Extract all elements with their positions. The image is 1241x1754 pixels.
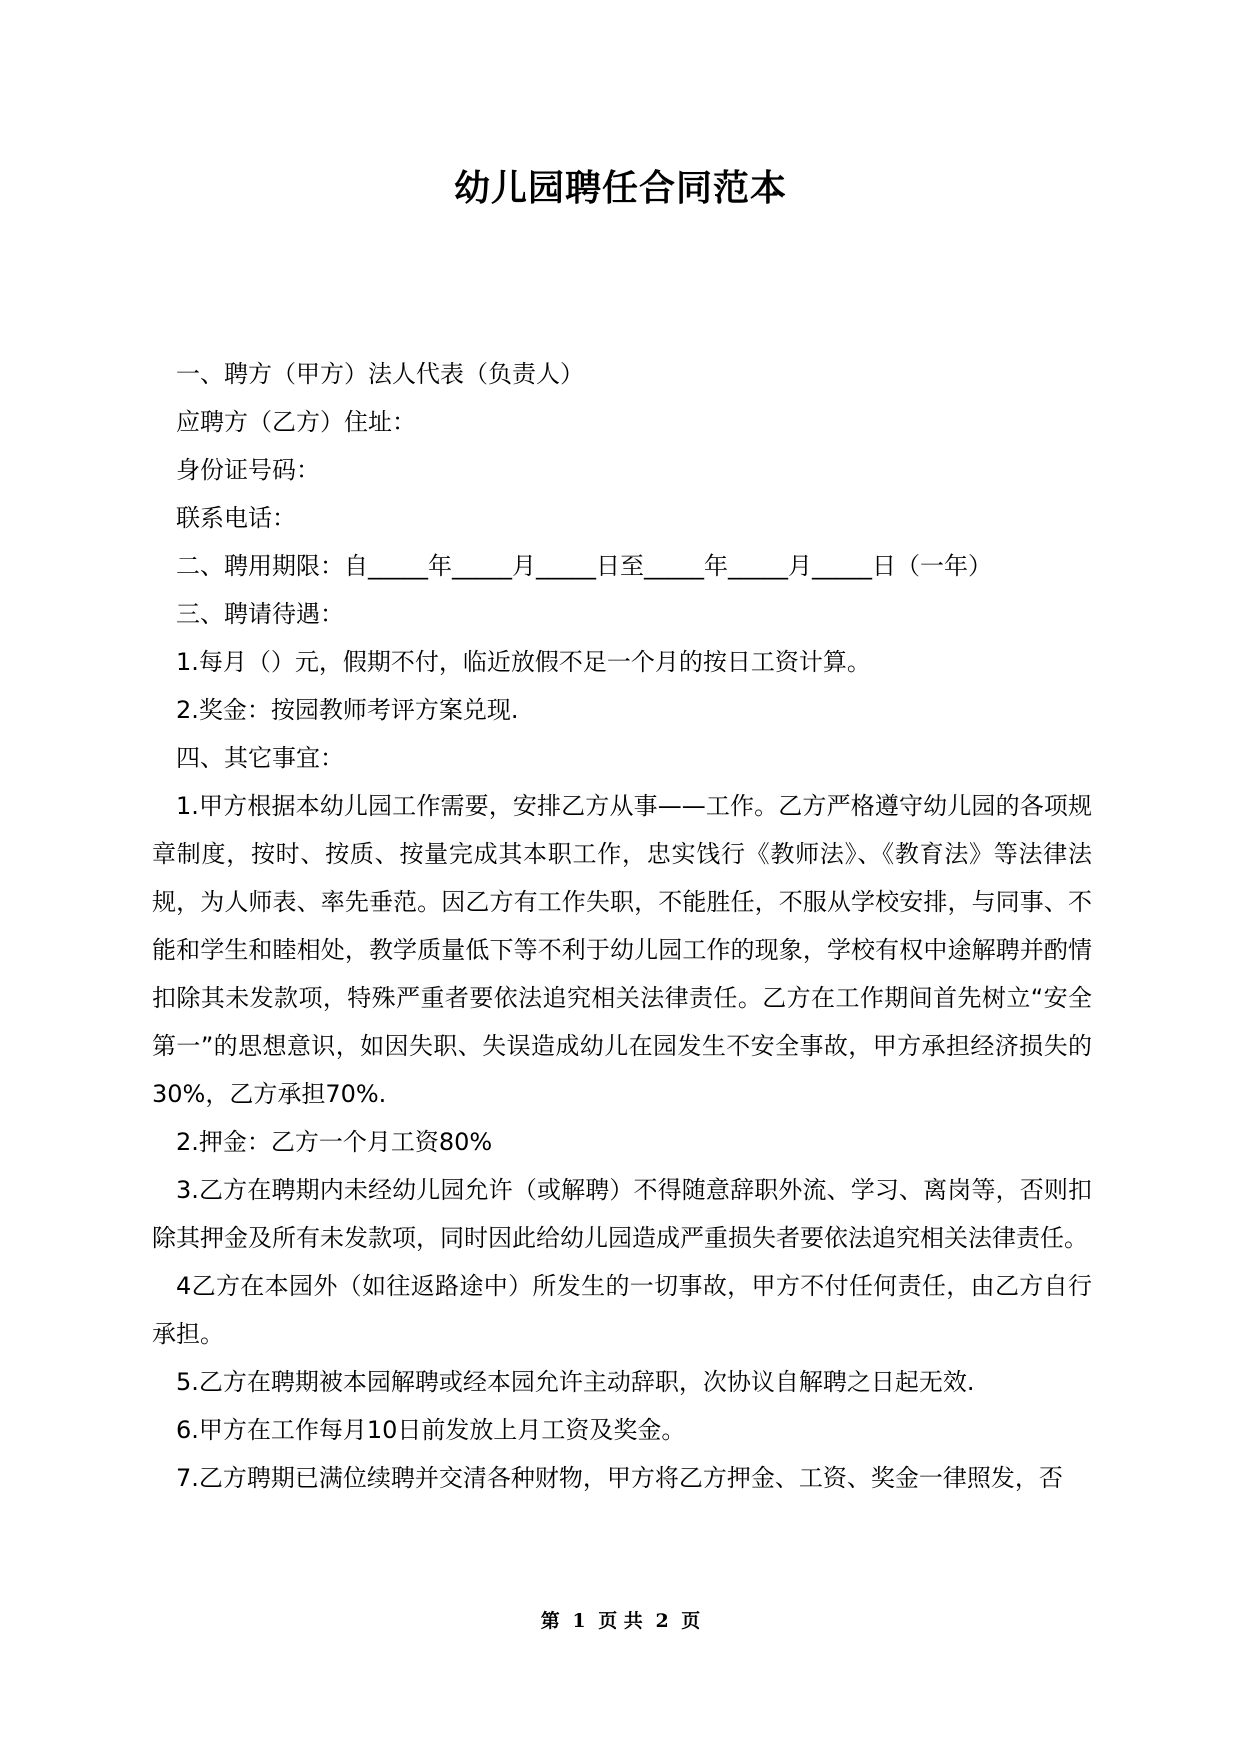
paragraph-other-heading: 四、其它事宜：	[176, 744, 344, 772]
paragraph-other-1: 1.甲方根据本幼儿园工作需要，安排乙方从事——工作。乙方严格遵守幼儿园的各项规章制度，按时、按质、按量完成其本职工作，忠实饯行《教师法》、《教育法》等法律法规，为人师表、率先垂范。因乙方有工作失职，不能胜任，不服从学校安排，与同事、不能和学生和睦相处，教学质量低下等不利于幼儿园工作的现象，学校有权中途解聘并酌情扣除其未发款项，特殊严重者要依法追究相关法律责任。乙方在工作期间首先树立“安全第一”的思想意识，如因失职、失误造成幼儿在园发生不安全事故，甲方承担经济损失的30%，乙方承担70%.	[152, 792, 1092, 1108]
footer-middle: 页 共	[598, 1610, 643, 1632]
paragraph-other-5: 5.乙方在聘期被本园解聘或经本园允许主动辞职，次协议自解聘之日起无效.	[176, 1368, 975, 1396]
paragraph-benefits-1: 1.每月（）元，假期不付，临近放假不足一个月的按日工资计算。	[176, 648, 871, 676]
paragraph-benefits-heading: 三、聘请待遇：	[176, 600, 344, 628]
paragraph-id-number: 身份证号码：	[176, 456, 320, 484]
paragraph-other-3: 3.乙方在聘期内未经幼儿园允许（或解聘）不得随意辞职外流、学习、离岗等，否则扣除其押金及所有未发款项，同时因此给幼儿园造成严重损失者要依法追究相关法律责任。	[152, 1176, 1092, 1252]
paragraph-phone: 联系电话：	[176, 504, 296, 532]
paragraph-other-6: 6.甲方在工作每月10日前发放上月工资及奖金。	[176, 1416, 686, 1444]
paragraph-benefits-2: 2.奖金：按园教师考评方案兑现.	[176, 696, 519, 724]
document-title: 幼儿园聘任合同范本	[453, 168, 787, 209]
document-body	[152, 350, 1092, 1502]
paragraph-term: 二、聘用期限：自_____年_____月_____日至_____年_____月_____日（一年）	[176, 552, 992, 580]
paragraph-employer: 一、聘方（甲方）法人代表（负责人）	[176, 360, 584, 388]
page-footer	[0, 1606, 1241, 1633]
paragraph-other-2: 2.押金：乙方一个月工资80%	[176, 1128, 493, 1156]
paragraph-other-7: 7.乙方聘期已满位续聘并交清各种财物，甲方将乙方押金、工资、奖金一律照发，否	[176, 1464, 1063, 1492]
footer-suffix: 页	[681, 1610, 701, 1632]
footer-page-number: 1	[572, 1610, 586, 1632]
paragraph-other-4: 4乙方在本园外（如往返路途中）所发生的一切事故，甲方不付任何责任，由乙方自行承担。	[152, 1272, 1092, 1348]
footer-total-pages: 2	[655, 1610, 669, 1632]
footer-prefix: 第	[540, 1610, 560, 1632]
paragraph-employee-address: 应聘方（乙方）住址：	[176, 408, 416, 436]
